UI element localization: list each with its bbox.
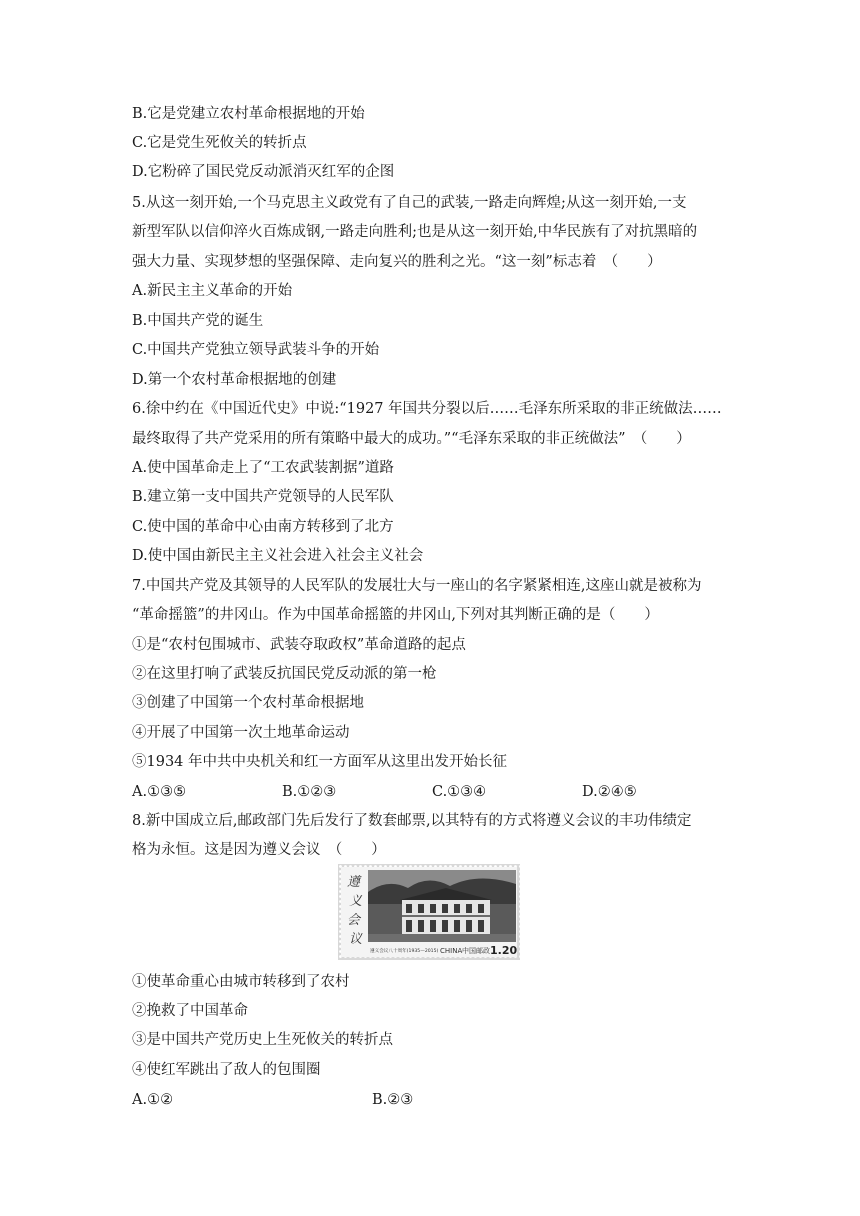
q7-statement-5: ⑤1934 年中共中央机关和红一方面军从这里出发开始长征 — [132, 754, 508, 770]
q7-statement-4: ④开展了中国第一次土地革命运动 — [132, 725, 350, 741]
q7-option-c: C.①③④ — [432, 784, 487, 800]
q8-option-a: A.①② — [132, 1092, 174, 1108]
q8-statement-1: ①使革命重心由城市转移到了农村 — [132, 974, 350, 990]
q5-stem-line2: 新型军队以信仰淬火百炼成钢,一路走向胜利;也是从这一刻开始,中华民族有了对抗黑暗的 — [132, 224, 698, 240]
q5-option-b: B.中国共产党的诞生 — [132, 313, 264, 329]
q6-option-b: B.建立第一支中国共产党领导的人民军队 — [132, 489, 394, 505]
painting-ground — [368, 934, 516, 942]
calligraphy-char-4: 议 — [349, 932, 363, 947]
q4-option-c: C.它是党生死攸关的转折点 — [132, 135, 307, 151]
q6-stem-line2: 最终取得了共产党采用的所有策略中最大的成功。”“毛泽东采取的非正统做法” （ ） — [132, 431, 691, 447]
q8-options-row — [132, 1090, 732, 1110]
q7-statement-3: ③创建了中国第一个农村革命根据地 — [132, 695, 364, 711]
q7-statement-2: ②在这里打响了武装反抗国民党反动派的第一枪 — [132, 666, 437, 682]
q8-statement-2: ②挽救了中国革命 — [132, 1003, 248, 1019]
q8-statement-4: ④使红军跳出了敌人的包围圈 — [132, 1062, 321, 1078]
q5-stem-line3: 强大力量、实现梦想的坚强保障、走向复兴的胜利之光。“这一刻”标志着 （ ） — [132, 254, 662, 270]
q7-options-row — [132, 782, 732, 802]
q7-option-a: A.①③⑤ — [132, 784, 187, 800]
q6-option-a: A.使中国革命走上了“工农武装割据”道路 — [132, 460, 394, 476]
stamp-caption: 遵义会议八十周年(1935—2015) — [370, 949, 439, 954]
q5-stem-line1: 5.从这一刻开始,一个马克思主义政党有了自己的武装,一路走向辉煌;从这一刻开始,一支 — [132, 195, 687, 211]
q8-stem-line2: 格为永恒。这是因为遵义会议 （ ） — [132, 842, 386, 858]
q8-option-b: B.②③ — [372, 1092, 414, 1108]
q5-option-a: A.新民主主义革命的开始 — [132, 283, 293, 299]
q7-stem-line2: “革命摇篮”的井冈山。作为中国革命摇篮的井冈山,下列对其判断正确的是（ ） — [132, 607, 659, 623]
calligraphy-char-2: 义 — [349, 894, 363, 909]
q7-option-d: D.②④⑤ — [582, 784, 637, 800]
q4-option-b: B.它是党建立农村革命根据地的开始 — [132, 106, 365, 122]
q6-stem-line1: 6.徐中约在《中国近代史》中说:“1927 年国共分裂以后……毛泽东所采取的非正统做法…… — [132, 401, 722, 417]
zunyi-stamp-image — [338, 864, 520, 960]
q7-option-b: B.①②③ — [282, 784, 337, 800]
q8-statement-3: ③是中国共产党历史上生死攸关的转折点 — [132, 1032, 393, 1048]
q6-option-d: D.使中国由新民主主义社会进入社会主义社会 — [132, 548, 424, 564]
stamp-post: 中国邮政 — [462, 947, 490, 955]
q5-option-c: C.中国共产党独立领导武装斗争的开始 — [132, 342, 380, 358]
calligraphy-char-1: 遵 — [347, 875, 361, 890]
q7-stem-line1: 7.中国共产党及其领导的人民军队的发展壮大与一座山的名字紧紧相连,这座山就是被称为 — [132, 578, 702, 594]
stamp-denomination: 1.20 — [490, 944, 518, 957]
perforation-top — [338, 864, 520, 867]
q8-stem-line1: 8.新中国成立后,邮政部门先后发行了数套邮票,以其特有的方式将遵义会议的丰功伟绩定 — [132, 813, 692, 829]
q4-option-d: D.它粉碎了国民党反动派消灭红军的企图 — [132, 164, 395, 180]
stamp-country: CHINA — [440, 947, 463, 955]
perforation-bottom — [338, 957, 520, 960]
q6-option-c: C.使中国的革命中心由南方转移到了北方 — [132, 519, 394, 535]
calligraphy-char-3: 会 — [347, 913, 361, 928]
q5-option-d: D.第一个农村革命根据地的创建 — [132, 372, 337, 388]
q7-statement-1: ①是“农村包围城市、武装夺取政权”革命道路的起点 — [132, 637, 466, 653]
perforation-left — [338, 864, 341, 960]
perforation-right — [517, 864, 520, 960]
